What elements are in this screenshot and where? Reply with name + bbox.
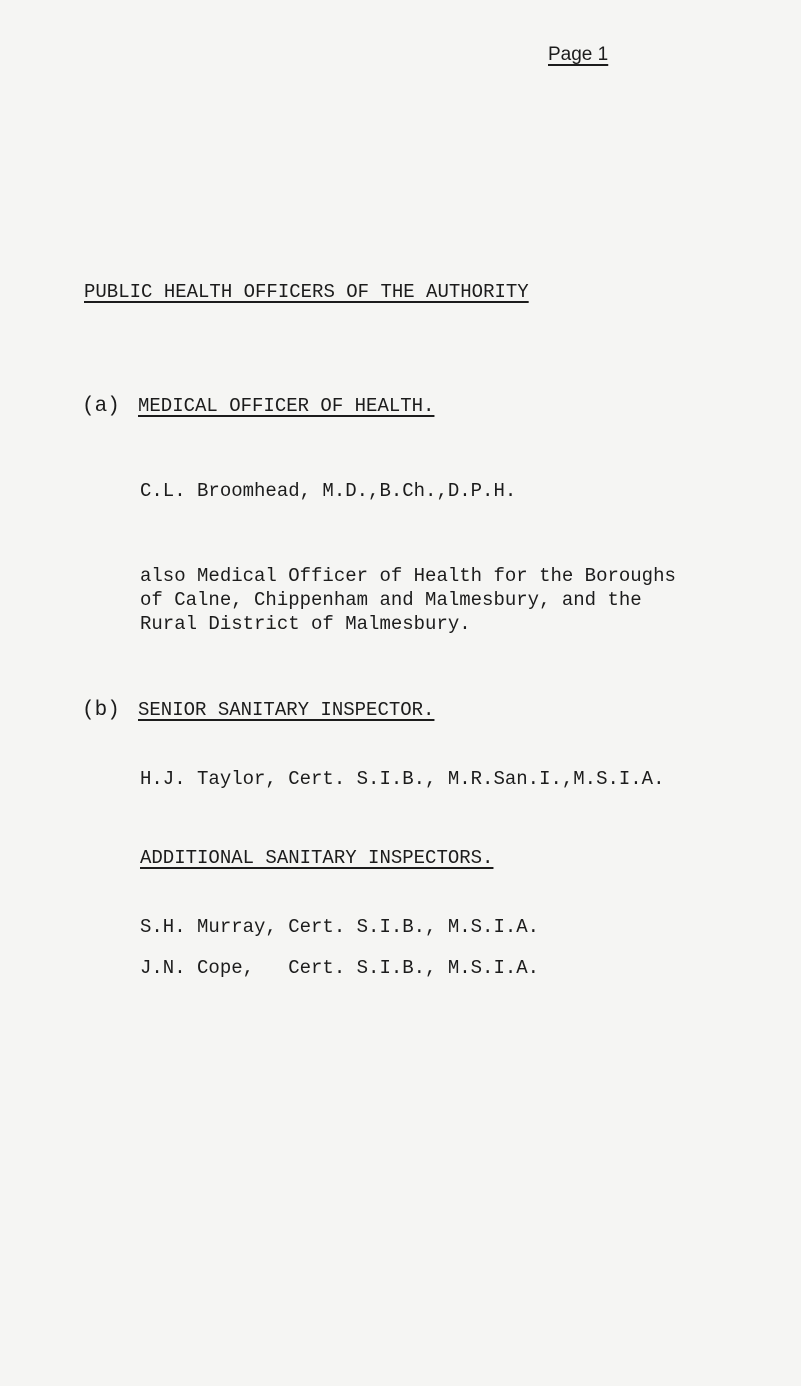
inspector-entry: S.H. Murray, Cert. S.I.B., M.S.I.A.: [140, 916, 540, 938]
medical-officer-name: C.L. Broomhead, M.D.,B.Ch.,D.P.H.: [140, 480, 517, 502]
additional-inspectors-heading: ADDITIONAL SANITARY INSPECTORS.: [140, 847, 494, 869]
section-b-heading: SENIOR SANITARY INSPECTOR.: [138, 699, 435, 721]
section-b-letter: (b): [82, 699, 120, 722]
description-line: Rural District of Malmesbury.: [140, 613, 471, 635]
section-a-letter: (a): [82, 395, 120, 418]
senior-inspector-name: H.J. Taylor, Cert. S.I.B., M.R.San.I.,M.S.I.A.: [140, 768, 665, 790]
description-line: of Calne, Chippenham and Malmesbury, and the: [140, 589, 642, 611]
description-line: also Medical Officer of Health for the Boroughs: [140, 565, 676, 587]
inspector-entry: J.N. Cope, Cert. S.I.B., M.S.I.A.: [140, 957, 540, 979]
page-number: Page 1: [548, 44, 609, 65]
section-a-heading: MEDICAL OFFICER OF HEALTH.: [138, 395, 435, 417]
page-title: PUBLIC HEALTH OFFICERS OF THE AUTHORITY: [84, 281, 529, 303]
medical-officer-description: [140, 564, 780, 636]
